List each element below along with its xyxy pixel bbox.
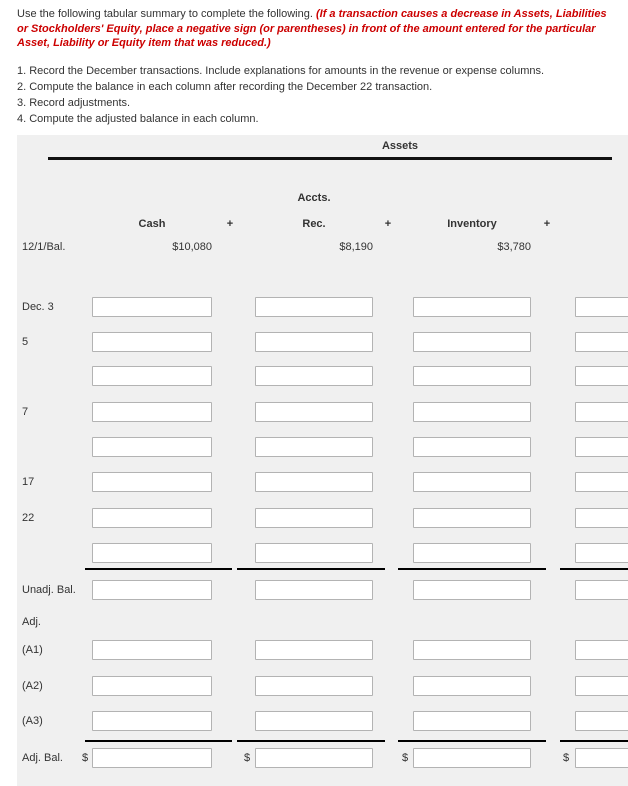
adjustment-row [17, 676, 628, 696]
row-label: 17 [22, 476, 35, 488]
inventory-input[interactable] [413, 508, 531, 528]
accts-rec-input[interactable] [255, 366, 373, 386]
accts-rec-input[interactable] [255, 437, 373, 457]
col-header-accts-line2: Rec. [302, 218, 326, 230]
column-total-rule [560, 568, 628, 570]
row-label: (A3) [22, 715, 43, 727]
step-4: 4. Compute the adjusted balance in each column. [17, 112, 259, 125]
accts-rec-input[interactable] [255, 711, 373, 731]
final-rule-row [17, 740, 628, 742]
row-label: Dec. 3 [22, 301, 54, 313]
col4-input[interactable] [575, 580, 628, 600]
row-label: (A2) [22, 680, 43, 692]
step-2: 2. Compute the balance in each column after recording the December 22 transaction. [17, 80, 433, 93]
column-total-rule [398, 568, 546, 570]
entry-row [17, 472, 628, 492]
accts-rec-input[interactable] [255, 640, 373, 660]
accts-rec-input[interactable] [255, 676, 373, 696]
col4-input[interactable] [575, 402, 628, 422]
row-label: Adj. Bal. [22, 752, 63, 764]
opening-cash-value: $10,080 [172, 241, 212, 253]
subtotal-rule-row [17, 568, 628, 570]
entry-row [17, 366, 628, 386]
inventory-input[interactable] [413, 640, 531, 660]
col4-input[interactable] [575, 437, 628, 457]
column-total-rule [85, 740, 232, 742]
col4-input[interactable] [575, 748, 628, 768]
adjusted-balance-row [17, 748, 628, 768]
inventory-input[interactable] [413, 676, 531, 696]
cash-input[interactable] [92, 543, 212, 563]
cash-input[interactable] [92, 332, 212, 352]
entry-row [17, 437, 628, 457]
inventory-input[interactable] [413, 297, 531, 317]
cash-input[interactable] [92, 366, 212, 386]
inventory-input[interactable] [413, 748, 531, 768]
opening-inventory-value: $3,780 [497, 241, 531, 253]
tabular-summary-panel [17, 135, 628, 786]
col4-input[interactable] [575, 543, 628, 563]
cash-input[interactable] [92, 297, 212, 317]
dollar-sign: $ [563, 752, 570, 764]
column-total-rule [560, 740, 628, 742]
accts-rec-input[interactable] [255, 543, 373, 563]
inventory-input[interactable] [413, 472, 531, 492]
cash-input[interactable] [92, 748, 212, 768]
col-header-accts-line1: Accts. [297, 192, 331, 204]
inventory-input[interactable] [413, 332, 531, 352]
intro-text: Use the following tabular summary to complete the following. [17, 8, 316, 20]
col4-input[interactable] [575, 711, 628, 731]
inventory-input[interactable] [413, 437, 531, 457]
inventory-input[interactable] [413, 402, 531, 422]
opening-balance-row [17, 241, 628, 261]
row-label: 7 [22, 406, 29, 418]
row-label: 5 [22, 336, 29, 348]
col4-input[interactable] [575, 508, 628, 528]
dollar-sign: $ [82, 752, 89, 764]
accts-rec-input[interactable] [255, 402, 373, 422]
accts-rec-input[interactable] [255, 508, 373, 528]
adjustment-row [17, 640, 628, 660]
row-label: Adj. [22, 616, 41, 628]
intro-paragraph [17, 7, 618, 51]
adjustment-row [17, 711, 628, 731]
col-header-cash: Cash [138, 218, 166, 230]
inventory-input[interactable] [413, 711, 531, 731]
column-total-rule [398, 740, 546, 742]
entry-row [17, 332, 628, 352]
col4-input[interactable] [575, 297, 628, 317]
entry-row [17, 543, 628, 563]
steps-list [17, 64, 618, 127]
instructions [0, 0, 628, 126]
cash-input[interactable] [92, 711, 212, 731]
unadjusted-balance-row [17, 580, 628, 600]
accts-rec-input[interactable] [255, 297, 373, 317]
step-1: 1. Record the December transactions. Include explanations for amounts in the revenue or expense columns. [17, 64, 545, 77]
col4-input[interactable] [575, 366, 628, 386]
accts-rec-input[interactable] [255, 580, 373, 600]
inventory-input[interactable] [413, 366, 531, 386]
assets-underline [48, 157, 612, 160]
opening-accts-rec-value: $8,190 [339, 241, 373, 253]
cash-input[interactable] [92, 640, 212, 660]
dollar-sign: $ [402, 752, 409, 764]
cash-input[interactable] [92, 676, 212, 696]
col4-input[interactable] [575, 472, 628, 492]
accts-rec-input[interactable] [255, 332, 373, 352]
row-label: (A1) [22, 644, 43, 656]
plus-sign-2: + [384, 218, 392, 230]
entry-row [17, 508, 628, 528]
row-label: 12/1/Bal. [22, 241, 66, 253]
column-total-rule [237, 740, 385, 742]
cash-input[interactable] [92, 508, 212, 528]
row-label: Unadj. Bal. [22, 584, 76, 596]
cash-input[interactable] [92, 402, 212, 422]
column-total-rule [85, 568, 232, 570]
inventory-input[interactable] [413, 580, 531, 600]
plus-sign-1: + [226, 218, 234, 230]
accts-rec-input[interactable] [255, 472, 373, 492]
cash-input[interactable] [92, 472, 212, 492]
row-label: 22 [22, 512, 35, 524]
cash-input[interactable] [92, 437, 212, 457]
adjustments-label-row [17, 612, 628, 626]
col4-input[interactable] [575, 676, 628, 696]
accts-rec-input[interactable] [255, 748, 373, 768]
step-3: 3. Record adjustments. [17, 96, 131, 109]
assets-group-header: Assets [381, 140, 419, 152]
entry-row [17, 402, 628, 422]
col4-input[interactable] [575, 640, 628, 660]
column-total-rule [237, 568, 385, 570]
plus-sign-3: + [543, 218, 551, 230]
inventory-input[interactable] [413, 543, 531, 563]
col4-input[interactable] [575, 332, 628, 352]
dollar-sign: $ [244, 752, 251, 764]
cash-input[interactable] [92, 580, 212, 600]
entry-row [17, 297, 628, 317]
warning-text: (If a transaction causes a decrease in Assets, Liabilities or Stockholders' Equity, place a negative sign (or parentheses) in front of the amount entered for the particular Asset, Liability or Equity item that was reduced.) [17, 8, 607, 49]
col-header-inventory: Inventory [447, 218, 497, 230]
